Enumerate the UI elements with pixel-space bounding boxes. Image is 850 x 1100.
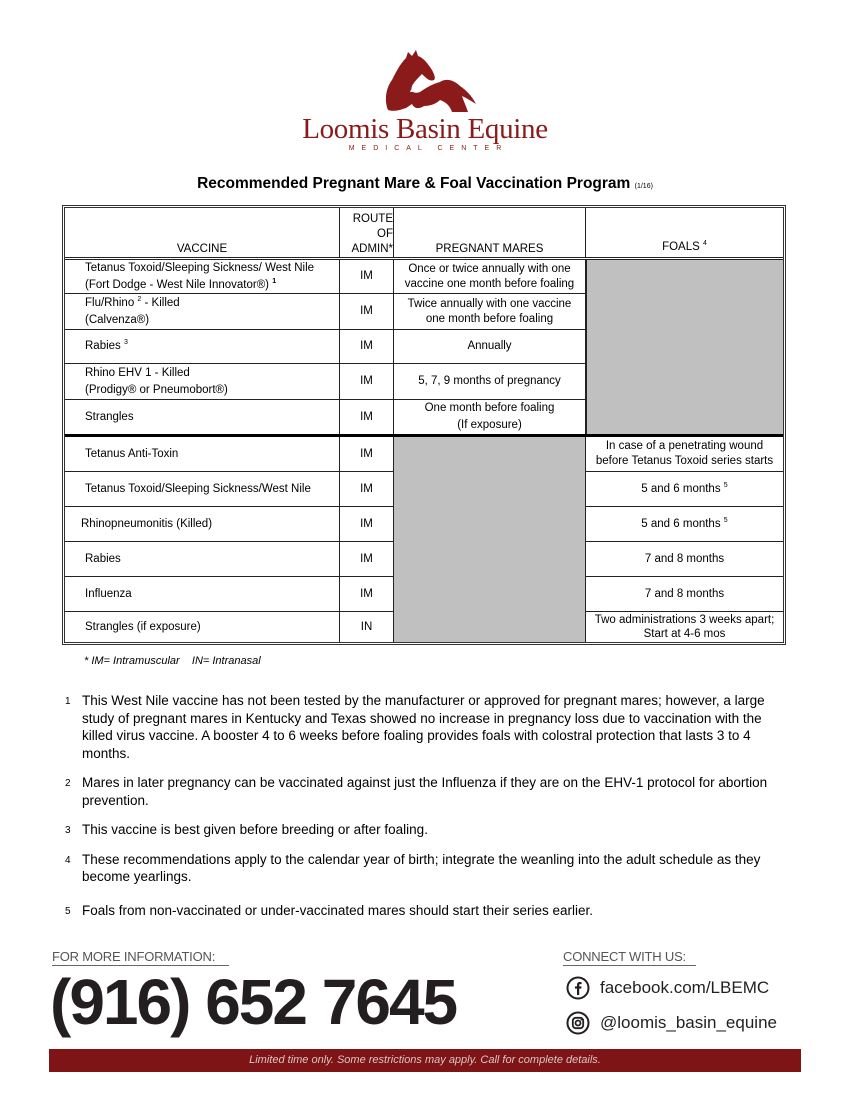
instagram-handle: @loomis_basin_equine — [600, 1013, 777, 1032]
table-row-mares: One month before foaling (If exposure) — [394, 400, 586, 434]
footnotes — [65, 692, 795, 931]
table-row-route: IM — [340, 437, 394, 472]
table-row-foals: 7 and 8 months — [586, 577, 783, 612]
table-row-route: IM — [340, 260, 394, 294]
table-row-route: IM — [340, 400, 394, 434]
logo — [0, 48, 850, 152]
table-row-vaccine: Tetanus Anti-Toxin — [65, 437, 340, 472]
table-row-vaccine: Strangles (if exposure) — [65, 612, 340, 642]
title-text: Recommended Pregnant Mare & Foal Vaccination Program — [197, 175, 631, 192]
table-row-route: IM — [340, 330, 394, 364]
footnote: 1 This West Nile vaccine has not been tested by the manufacturer or approved for pregnant mares; however, a large study of pregnant mares in Kentucky and Texas showed no increase in pregnancy loss due to vaccination with the killed virus vaccine. A booster 4 to 6 weeks before foaling provides foals with colostral protection that lasts 3 to 4 months. — [65, 693, 765, 761]
table-row-mares: 5, 7, 9 months of pregnancy — [394, 364, 586, 400]
table-row-foals: 7 and 8 months — [586, 542, 783, 577]
table-row-vaccine: Influenza — [65, 577, 340, 612]
foals-not-applicable-shade — [586, 260, 783, 434]
footnote: 5 Foals from non-vaccinated or under-vaccinated mares should start their series earlier. — [65, 902, 593, 918]
header-vaccine: VACCINE — [65, 208, 340, 258]
header-foals: FOALS $^4$ — [586, 208, 783, 258]
connect-label: CONNECT WITH US: — [563, 949, 696, 966]
table-row-mares: Twice annually with one vaccine one month before foaling — [394, 294, 586, 330]
table-row-vaccine: Rhinopneumonitis (Killed) — [65, 507, 340, 542]
horse-and-foal-icon — [370, 48, 480, 114]
table-row-route: IM — [340, 507, 394, 542]
instagram-icon — [566, 1011, 590, 1035]
header-pregnant-mares: PREGNANT MARES — [394, 208, 586, 258]
table-row-mares: Annually — [394, 330, 586, 364]
table-row-vaccine: Rabies — [65, 542, 340, 577]
table-row-route: IM — [340, 542, 394, 577]
table-row-vaccine: Tetanus Toxoid/Sleeping Sickness/West Nile — [65, 472, 340, 507]
footnote: 3 This vaccine is best given before breeding or after foaling. — [65, 822, 428, 837]
footnote: 4 These recommendations apply to the calendar year of birth; integrate the weanling into the adult schedule as they become yearlings. — [65, 851, 761, 884]
vaccination-table — [62, 205, 786, 645]
disclaimer-banner: Limited time only. Some restrictions may apply. Call for complete details. — [49, 1049, 801, 1072]
table-row-vaccine: Rabies $^3$ — [65, 330, 340, 364]
footnote: 2 Mares in later pregnancy can be vaccinated against just the Influenza if they are on the EHV-1 protocol for abortion prevention. — [65, 775, 768, 808]
table-row-route: IN — [340, 612, 394, 642]
facebook-handle: facebook.com/LBEMC — [600, 978, 770, 997]
title-date: (1/16) — [634, 183, 653, 190]
table-row-vaccine: Rhino EHV 1 - Killed (Prodigy® or Pneumobort®) — [65, 364, 340, 400]
facebook-icon — [566, 976, 590, 1000]
page-title — [0, 175, 850, 193]
instagram-link[interactable] — [566, 1011, 777, 1035]
header-route: ROUTE OF ADMIN* — [340, 208, 394, 258]
table-row-route: IM — [340, 364, 394, 400]
table-row-route: IM — [340, 294, 394, 330]
facebook-link[interactable] — [566, 976, 769, 1000]
brand-name: Loomis Basin Equine — [302, 113, 548, 145]
more-info-label: FOR MORE INFORMATION: — [52, 949, 229, 966]
table-row-vaccine: Flu/Rhino $^2$ - Killed (Calvenza®) — [65, 294, 340, 330]
brand-subtitle: MEDICAL CENTER — [348, 145, 509, 152]
mares-not-applicable-shade — [394, 437, 586, 642]
table-row-foals: 5 and 6 months $^5$ — [586, 472, 783, 507]
table-row-route: IM — [340, 577, 394, 612]
table-row-mares: Once or twice annually with one vaccine one month before foaling — [394, 260, 586, 294]
table-row-vaccine: Strangles — [65, 400, 340, 434]
table-row-route: IM — [340, 472, 394, 507]
table-row-foals: Two administrations 3 weeks apart; Start at 4-6 mos — [594, 614, 775, 640]
table-row-foals: 5 and 6 months $^5$ — [586, 507, 783, 542]
table-row-foals: In case of a penetrating wound before Tetanus Toxoid series starts — [586, 437, 783, 472]
table-row-vaccine: Tetanus Toxoid/Sleeping Sickness/ West Nile (Fort Dodge - West Nile Innovator®) $^1$ — [65, 260, 340, 294]
phone-number[interactable]: (916) 652 7645 — [50, 966, 457, 1038]
route-legend: * IM= Intramuscular IN= Intranasal — [84, 655, 261, 667]
